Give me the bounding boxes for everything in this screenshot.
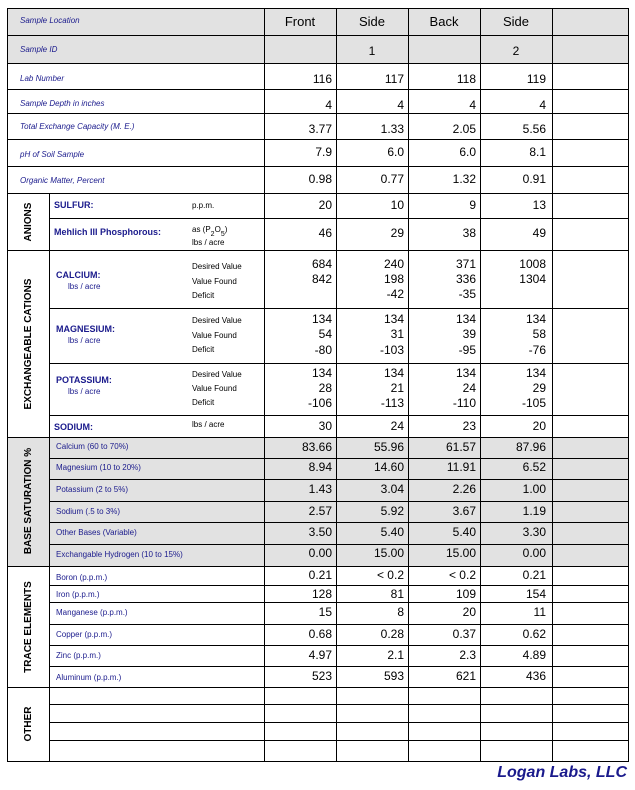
grid-line <box>49 740 629 741</box>
magnesium-found-value: 39 <box>462 327 476 341</box>
potassium-found-value: 29 <box>532 381 546 395</box>
sulfur-value: 9 <box>469 198 476 212</box>
base-saturation-row-value: 2.57 <box>308 504 332 518</box>
trace-element-row-value: < 0.2 <box>376 568 404 582</box>
trace-element-row-value: 11 <box>533 605 546 619</box>
base-saturation-row-value: 6.52 <box>522 460 546 474</box>
sodium-value: 23 <box>462 419 476 433</box>
ph-value: 7.9 <box>315 145 332 159</box>
potassium-found-value: 21 <box>390 381 404 395</box>
grid-line <box>7 761 629 762</box>
magnesium-desired-value: 134 <box>383 312 404 326</box>
base-saturation-row-value: 87.96 <box>515 440 546 454</box>
potassium-desired-value: 134 <box>455 366 476 380</box>
calcium-found-value: 336 <box>455 272 476 286</box>
trace-element-row-label: Boron (p.p.m.) <box>56 573 108 582</box>
magnesium-label: MAGNESIUM: <box>56 324 115 334</box>
trace-element-row-value: 621 <box>455 669 476 683</box>
trace-element-row-value: 0.37 <box>452 627 476 641</box>
sulfur-value: 20 <box>318 198 332 212</box>
calcium-found-value: 1304 <box>519 272 546 286</box>
grid-line <box>552 8 553 761</box>
base-saturation-row-value: 3.04 <box>380 482 404 496</box>
ph-value: 8.1 <box>529 145 546 159</box>
lab-number-value: 118 <box>456 72 476 86</box>
grid-line <box>7 166 629 167</box>
lab-name-footer: Logan Labs, LLC <box>497 764 627 781</box>
lab-number-label: Lab Number <box>20 74 65 83</box>
sample-depth-value: 4 <box>397 98 404 112</box>
base-saturation-row-value: 11.91 <box>446 460 476 474</box>
trace-element-row-label: Copper (p.p.m.) <box>56 630 113 639</box>
trace-element-row-value: 0.62 <box>522 627 546 641</box>
calcium-found-value: 842 <box>311 272 332 286</box>
phosphorous-unit-close: ) <box>224 225 228 234</box>
phosphorous-unit-sub-5: 5 <box>220 231 225 238</box>
sample-depth-value: 4 <box>469 98 476 112</box>
potassium-desired-value: 134 <box>525 366 546 380</box>
trace-element-row-value: 81 <box>390 587 404 601</box>
calcium-found-label: Value Found <box>192 277 237 286</box>
potassium-label: POTASSIUM: <box>56 375 112 385</box>
grid-line <box>7 437 629 438</box>
column-header-front: Front <box>284 14 316 29</box>
grid-line <box>49 479 629 480</box>
phosphorous-value: 38 <box>462 226 476 240</box>
grid-line <box>49 645 629 646</box>
section-label-anions: ANIONS <box>23 202 34 242</box>
phosphorous-label: Mehlich III Phosphorous: <box>54 227 162 237</box>
lab-number-value: 117 <box>384 72 404 86</box>
calcium-deficit-value: -35 <box>458 287 476 301</box>
magnesium-found-label: Value Found <box>192 331 237 340</box>
sodium-label: SODIUM: <box>54 422 93 432</box>
base-saturation-row-value: 1.19 <box>522 504 546 518</box>
tec-value: 5.56 <box>522 122 546 136</box>
organic-matter-value: 0.98 <box>308 172 332 186</box>
organic-matter-label: Organic Matter, Percent <box>20 176 105 185</box>
base-saturation-row-label: Other Bases (Variable) <box>56 528 137 537</box>
grid-line <box>7 139 629 140</box>
ph-label: pH of Soil Sample <box>20 150 85 159</box>
section-label-other: OTHER <box>23 706 34 742</box>
phosphorous-unit <box>192 225 228 238</box>
base-saturation-row-value: 83.66 <box>301 440 332 454</box>
base-saturation-row-value: 1.43 <box>308 482 332 496</box>
base-saturation-row-value: 55.96 <box>373 440 404 454</box>
magnesium-desired-value: 134 <box>311 312 332 326</box>
grid-line <box>628 8 629 761</box>
grid-line <box>49 501 629 502</box>
magnesium-unit: lbs / acre <box>68 336 101 345</box>
grid-line <box>49 308 629 309</box>
grid-line <box>49 415 629 416</box>
section-divider <box>49 193 50 761</box>
base-saturation-row-value: 15.00 <box>445 546 476 560</box>
grid-line <box>49 544 629 545</box>
grid-line <box>7 250 629 251</box>
grid-line <box>49 704 629 705</box>
base-saturation-row-label: Sodium (.5 to 3%) <box>56 507 121 516</box>
calcium-desired-label: Desired Value <box>192 262 242 271</box>
trace-element-row-value: < 0.2 <box>448 568 476 582</box>
grid-line <box>7 566 629 567</box>
grid-line <box>49 602 629 603</box>
trace-element-row-value: 0.68 <box>308 627 332 641</box>
trace-element-row-value: 0.21 <box>522 568 546 582</box>
calcium-deficit-value: -42 <box>386 287 404 301</box>
grid-line <box>49 722 629 723</box>
sodium-value: 20 <box>532 419 546 433</box>
magnesium-deficit-value: -103 <box>379 343 404 357</box>
column-header-side-2: Side <box>502 14 530 29</box>
base-saturation-row-value: 5.40 <box>380 525 404 539</box>
sample-id-value: 1 <box>368 44 376 58</box>
base-saturation-row-value: 0.00 <box>522 546 546 560</box>
organic-matter-value: 0.91 <box>522 172 546 186</box>
sulfur-unit: p.p.m. <box>192 201 215 210</box>
sample-location-label: Sample Location <box>20 16 80 25</box>
trace-element-row-label: Iron (p.p.m.) <box>56 590 100 599</box>
base-saturation-row-value: 3.67 <box>452 504 476 518</box>
sulfur-value: 10 <box>390 198 404 212</box>
trace-element-row-value: 0.28 <box>380 627 404 641</box>
magnesium-deficit-value: -80 <box>314 343 332 357</box>
tec-value: 1.33 <box>380 122 404 136</box>
grid-line <box>7 193 629 194</box>
base-saturation-row-value: 2.26 <box>452 482 476 496</box>
base-saturation-row-value: 0.00 <box>308 546 332 560</box>
trace-element-row-value: 0.21 <box>308 568 332 582</box>
sulfur-label: SULFUR: <box>54 200 94 210</box>
base-saturation-row-value: 15.00 <box>373 546 404 560</box>
trace-element-row-value: 4.97 <box>308 648 332 662</box>
magnesium-desired-value: 134 <box>525 312 546 326</box>
base-saturation-row-value: 5.40 <box>452 525 476 539</box>
organic-matter-value: 0.77 <box>380 172 404 186</box>
sample-depth-label: Sample Depth in inches <box>20 99 105 108</box>
base-saturation-row-value: 5.92 <box>380 504 404 518</box>
magnesium-deficit-value: -95 <box>458 343 476 357</box>
phosphorous-unit-o: O <box>214 225 221 234</box>
grid-line <box>7 687 629 688</box>
section-label-base-saturation: BASE SATURATION % <box>23 447 34 555</box>
grid-line <box>7 8 629 9</box>
calcium-label: CALCIUM: <box>56 270 101 280</box>
grid-line <box>49 624 629 625</box>
ph-value: 6.0 <box>459 145 476 159</box>
base-saturation-row-value: 3.50 <box>308 525 332 539</box>
base-saturation-row-value: 1.00 <box>522 482 546 496</box>
potassium-deficit-value: -106 <box>307 396 332 410</box>
lab-number-value: 116 <box>312 72 332 86</box>
base-saturation-row-label: Calcium (60 to 70%) <box>56 442 129 451</box>
magnesium-desired-value: 134 <box>455 312 476 326</box>
sodium-value: 24 <box>390 419 404 433</box>
grid-line <box>7 35 629 36</box>
base-saturation-row-label: Magnesium (10 to 20%) <box>56 463 141 472</box>
section-label-trace-elements: TRACE ELEMENTS <box>23 581 34 673</box>
calcium-desired-value: 684 <box>311 257 332 271</box>
grid-line <box>49 363 629 364</box>
magnesium-desired-label: Desired Value <box>192 316 242 325</box>
grid-line <box>49 458 629 459</box>
trace-element-row-value: 2.3 <box>459 648 476 662</box>
grid-line <box>7 89 629 90</box>
trace-element-row-value: 593 <box>383 669 404 683</box>
sample-depth-value: 4 <box>325 98 332 112</box>
magnesium-found-value: 31 <box>390 327 404 341</box>
potassium-found-label: Value Found <box>192 384 237 393</box>
trace-element-row-label: Aluminum (p.p.m.) <box>56 673 122 682</box>
phosphorous-unit-sub-2: 2 <box>210 231 215 238</box>
potassium-desired-label: Desired Value <box>192 370 242 379</box>
trace-element-row-label: Zinc (p.p.m.) <box>56 651 101 660</box>
sodium-unit: lbs / acre <box>192 420 225 429</box>
potassium-desired-value: 134 <box>383 366 404 380</box>
base-saturation-row-value: 61.57 <box>445 440 476 454</box>
calcium-deficit-label: Deficit <box>192 291 215 300</box>
grid-line <box>49 666 629 667</box>
magnesium-deficit-value: -76 <box>528 343 546 357</box>
section-label-cations: EXCHANGEABLE CATIONS <box>23 278 34 410</box>
calcium-desired-value: 1008 <box>519 257 546 271</box>
potassium-deficit-value: -113 <box>380 396 404 410</box>
trace-element-row-value: 523 <box>311 669 332 683</box>
calcium-desired-value: 240 <box>383 257 404 271</box>
column-header-back: Back <box>429 14 459 29</box>
trace-element-row-value: 109 <box>455 587 476 601</box>
base-saturation-row-label: Exchangable Hydrogen (10 to 15%) <box>56 550 183 559</box>
potassium-found-value: 24 <box>462 381 476 395</box>
base-saturation-row-value: 3.30 <box>522 525 546 539</box>
organic-matter-value: 1.32 <box>452 172 476 186</box>
trace-element-row-value: 436 <box>525 669 546 683</box>
trace-element-row-value: 2.1 <box>387 648 404 662</box>
grid-line <box>7 63 629 64</box>
sample-depth-value: 4 <box>539 98 546 112</box>
calcium-unit: lbs / acre <box>68 282 101 291</box>
trace-element-row-value: 15 <box>318 605 332 619</box>
base-saturation-row-value: 8.94 <box>308 460 332 474</box>
potassium-deficit-value: -105 <box>521 396 546 410</box>
base-saturation-row-value: 14.60 <box>373 460 404 474</box>
column-header-side-1: Side <box>358 14 386 29</box>
potassium-desired-value: 134 <box>311 366 332 380</box>
sample-id-label: Sample ID <box>20 45 58 54</box>
lab-number-value: 119 <box>526 72 546 86</box>
potassium-unit: lbs / acre <box>68 387 101 396</box>
magnesium-deficit-label: Deficit <box>192 345 215 354</box>
tec-value: 2.05 <box>452 122 476 136</box>
calcium-found-value: 198 <box>383 272 404 286</box>
potassium-deficit-label: Deficit <box>192 398 215 407</box>
calcium-desired-value: 371 <box>455 257 476 271</box>
trace-element-row-value: 8 <box>397 605 404 619</box>
trace-element-row-value: 154 <box>525 587 546 601</box>
phosphorous-value: 46 <box>318 226 332 240</box>
potassium-found-value: 28 <box>318 381 332 395</box>
phosphorous-value: 29 <box>390 226 404 240</box>
potassium-deficit-value: -110 <box>452 396 476 410</box>
grid-line <box>49 522 629 523</box>
sulfur-value: 13 <box>532 198 546 212</box>
grid-line <box>7 8 8 761</box>
tec-value: 3.77 <box>308 122 332 136</box>
sodium-value: 30 <box>318 419 332 433</box>
ph-value: 6.0 <box>387 145 404 159</box>
trace-element-row-value: 128 <box>311 587 332 601</box>
sample-id-value: 2 <box>512 44 520 58</box>
grid-line <box>7 113 629 114</box>
trace-element-row-value: 4.89 <box>522 648 546 662</box>
grid-line <box>49 218 629 219</box>
phosphorous-value: 49 <box>532 226 546 240</box>
tec-label: Total Exchange Capacity (M. E.) <box>20 122 135 131</box>
trace-element-row-value: 20 <box>462 605 476 619</box>
grid-line <box>49 585 629 586</box>
phosphorous-unit-2: lbs / acre <box>192 238 225 247</box>
base-saturation-row-label: Potassium (2 to 5%) <box>56 485 129 494</box>
magnesium-found-value: 54 <box>318 327 332 341</box>
phosphorous-unit-prefix: as (P <box>192 225 211 234</box>
trace-element-row-label: Manganese (p.p.m.) <box>56 608 128 617</box>
magnesium-found-value: 58 <box>532 327 546 341</box>
